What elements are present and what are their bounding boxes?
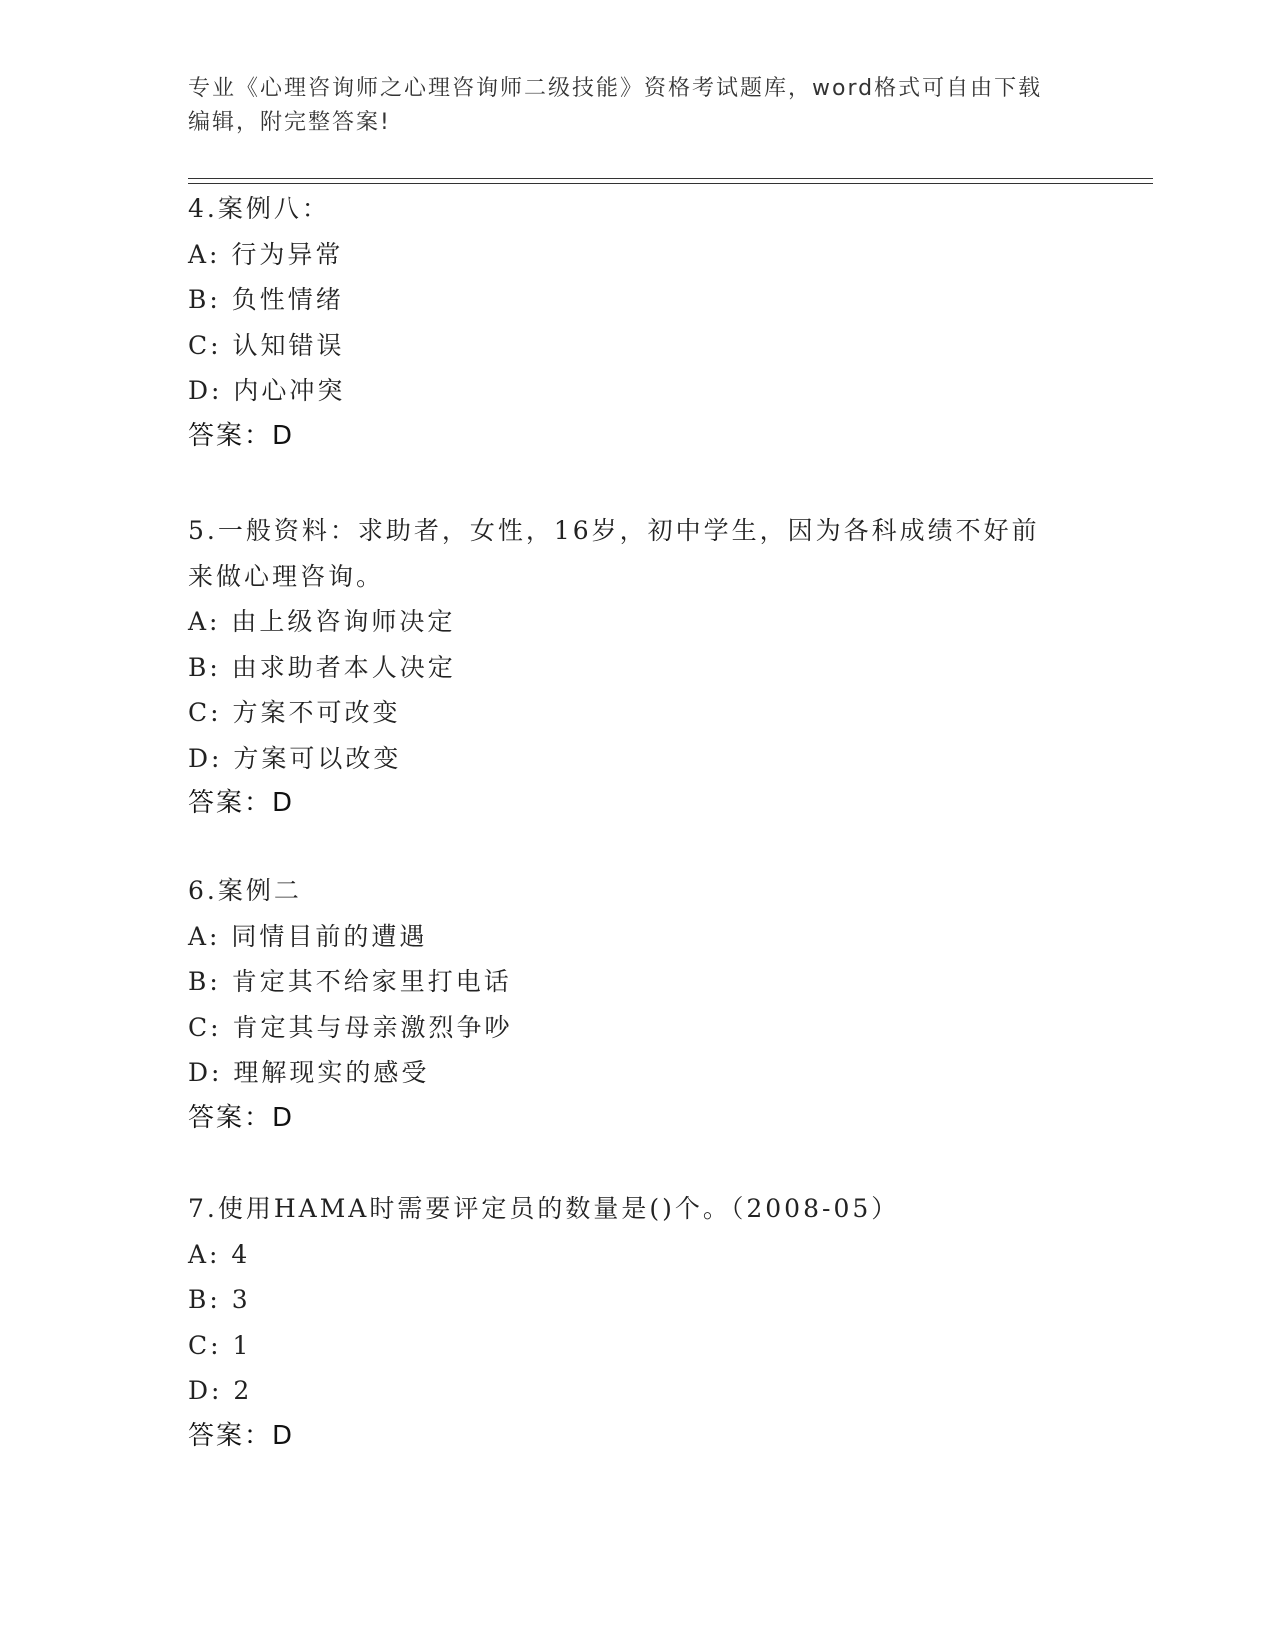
answer: 答案：D: [188, 1420, 295, 1451]
option-a: A: 4: [188, 1239, 251, 1269]
answer: 答案：D: [188, 420, 295, 451]
document-header: [188, 72, 1088, 140]
question-4: [188, 186, 1088, 459]
option-a: A: 同情目前的遭遇: [188, 921, 428, 951]
option-d: D: 方案可以改变: [188, 743, 402, 773]
header-line-1: 专业《心理咨询师之心理咨询师二级技能》资格考试题库，word格式可自由下载: [188, 76, 1043, 101]
header-divider-top: [188, 178, 1153, 179]
option-d: D: 内心冲突: [188, 376, 346, 405]
answer: 答案：D: [188, 1102, 295, 1133]
question-6: [188, 868, 1088, 1141]
option-b: B: 3: [188, 1285, 251, 1314]
header-divider-bottom: [188, 183, 1153, 184]
option-b: B: 肯定其不给家里打电话: [188, 967, 512, 996]
option-d: D: 2: [188, 1376, 253, 1405]
option-c: C: 认知错误: [188, 330, 345, 360]
answer: 答案：D: [188, 788, 295, 818]
question-stem-continued: 来做心理咨询。: [188, 561, 385, 591]
question-stem: 4.案例八：: [188, 194, 330, 223]
option-b: B: 负性情绪: [188, 285, 344, 314]
option-c: C: 方案不可改变: [188, 698, 401, 727]
question-7: [188, 1186, 1088, 1459]
option-c: C: 肯定其与母亲激烈争吵: [188, 1012, 513, 1042]
option-b: B: 由求助者本人决定: [188, 652, 456, 682]
header-line-2: 编辑，附完整答案!: [188, 110, 391, 135]
question-stem: 6.案例二: [188, 876, 302, 905]
question-stem: 7.使用HAMA时需要评定员的数量是()个。（2008-05）: [188, 1194, 900, 1223]
option-a: A: 由上级咨询师决定: [188, 607, 456, 636]
question-stem: 5.一般资料：求助者，女性，16岁，初中学生，因为各科成绩不好前: [188, 516, 1040, 545]
option-a: A: 行为异常: [188, 239, 344, 269]
question-5: [188, 508, 1088, 827]
option-d: D: 理解现实的感受: [188, 1058, 430, 1087]
option-c: C: 1: [188, 1330, 252, 1360]
